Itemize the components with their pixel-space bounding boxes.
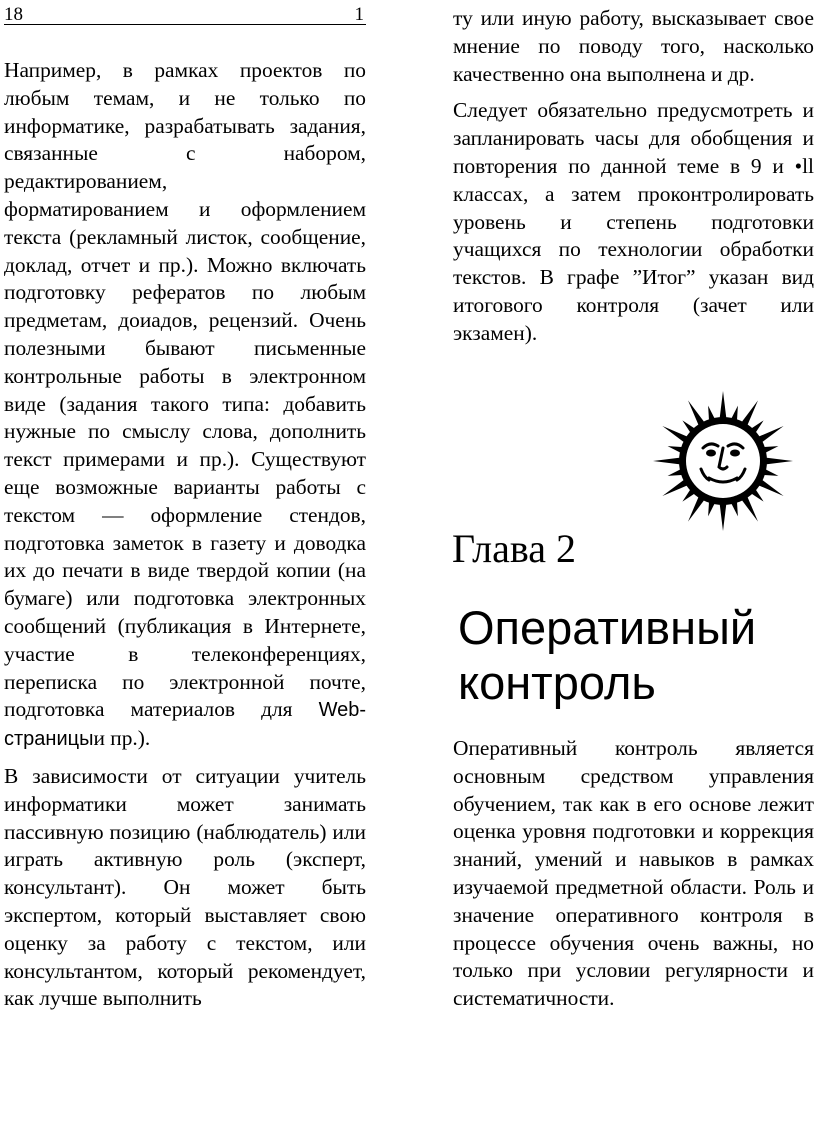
chapter-number: Глава 2 xyxy=(452,526,576,571)
sun-ray xyxy=(719,501,726,531)
paragraph-examples-b xyxy=(4,196,366,754)
sun-ray xyxy=(719,391,726,421)
page-number: 18 xyxy=(4,4,23,25)
sun-ray xyxy=(653,457,683,464)
page-header xyxy=(4,0,366,25)
chapter-title-line-2: контроль xyxy=(458,656,656,709)
paragraph-planning: Следует обязательно предусмотреть и запланировать часы для обобщения и повторения по данной теме в 9 и •ll классах, а затем проконтролировать уровень и степень подготовки учащихся по технологии обработки текстов. В графе ”Итог” указан вид итогового контроля (зачет или экзамен). xyxy=(453,98,814,345)
paragraph-continuation: ту или иную работу, высказывает свое мнение по поводу того, насколько качественно она выполнена и др. xyxy=(453,6,814,86)
left-column xyxy=(4,0,366,1013)
paragraph-examples-a: Например, в рамках проектов по любым темам, и не только по информатике, разрабатывать задания, связанные с набором, редактированием, xyxy=(4,58,366,194)
right-column-top xyxy=(453,0,814,348)
right-column-bottom xyxy=(453,735,814,1013)
chapter-title xyxy=(458,600,756,710)
sun-ray xyxy=(763,457,793,464)
chapter-title-line-1: Оперативный xyxy=(458,601,757,654)
paragraph-operative-control: Оперативный контроль является основным средством управления обучением, так как в его основе лежит оценка уровня подготовки и коррекция знаний, умений и навыков в рамках изучаемой предметной области. Роль и значение оперативного контроля в процессе обучения очень важны, но только при условии регулярности и систематичности. xyxy=(453,736,814,1011)
sun-face-icon xyxy=(631,385,816,535)
paragraph-examples-b-text: форматированием и оформлением текста (рекламный листок, сообщение, доклад, отчет и пр.). Можно включать подготовку рефератов по любым предметам, доиадов, рецензий. Очень полезными бывают письменные контрольные работы в электронном виде (задания такого типа: добавить нужные по смыслу слова, дополнить текст примерами и пр.). Существуют еще возможные варианты работы с текстом — оформление стендов, подготовка заметок в газету и доводка их до печати в виде твердой копии (на бумаге) или подготовка электронных сообщений (публикация в Интернете, участие в телеконференциях, переписка по электронной почте, подготовка материалов для xyxy=(4,196,366,722)
paragraph-teacher-role: В зависимости от ситуации учитель информатики может занимать пассивную позицию (наблюдатель) или играть активную роль (эксперт, консультант). Он может быть экспертом, который выставляет свою оценку за работу с текстом, или консультантом, который рекомендует, как лучше выполнить xyxy=(4,763,366,1011)
web-pages-term: Web-страницы xyxy=(4,699,366,751)
header-mark: 1 xyxy=(354,4,364,25)
paragraph-examples-end: и пр.). xyxy=(93,726,151,751)
